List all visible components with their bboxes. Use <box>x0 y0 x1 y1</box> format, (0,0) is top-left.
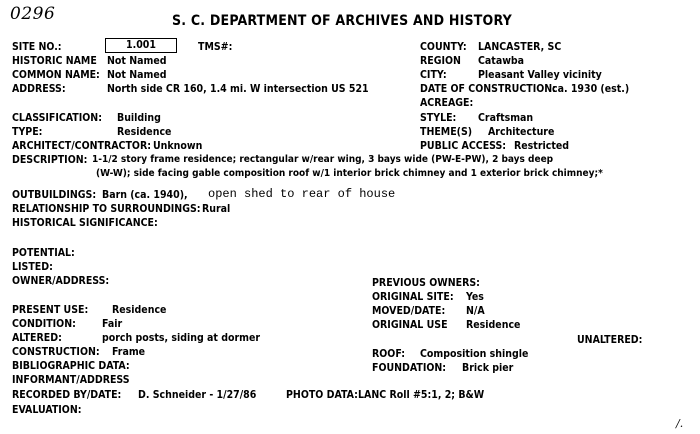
historic-name-value: Not Named <box>107 55 167 67</box>
classification-value: Building <box>117 112 161 124</box>
public-access-value: Restricted <box>514 140 570 152</box>
date-of-construction-label: DATE OF CONSTRUCTION: <box>420 83 556 95</box>
architect-value: Unknown <box>153 140 203 152</box>
tms-label: TMS#: <box>198 41 233 53</box>
condition-value: Fair <box>102 318 123 330</box>
region-value: Catawba <box>478 55 525 67</box>
common-name-label: COMMON NAME: <box>12 69 100 81</box>
type-value: Residence <box>117 126 172 138</box>
historical-significance-label: HISTORICAL SIGNIFICANCE: <box>12 217 158 229</box>
roof-value: Composition shingle <box>420 348 529 360</box>
style-label: STYLE: <box>420 112 457 124</box>
county-label: COUNTY: <box>420 41 467 53</box>
unaltered-label: UNALTERED: <box>577 334 643 346</box>
original-site-label: ORIGINAL SITE: <box>372 291 454 303</box>
photo-data-value: LANC Roll #5:1, 2; B&W <box>358 389 485 401</box>
evaluation-label: EVALUATION: <box>12 404 82 416</box>
address-value: North side CR 160, 1.4 mi. W intersection US 521 <box>107 83 369 95</box>
present-use-label: PRESENT USE: <box>12 304 89 316</box>
roof-label: ROOF: <box>372 348 405 360</box>
site-no-value: 1.001 <box>105 38 177 53</box>
present-use-value: Residence <box>112 304 167 316</box>
recorded-label: RECORDED BY/DATE: <box>12 389 122 401</box>
themes-value: Architecture <box>488 126 555 138</box>
classification-label: CLASSIFICATION: <box>12 112 102 124</box>
previous-owners-label: PREVIOUS OWNERS: <box>372 277 480 289</box>
foundation-value: Brick pier <box>462 362 514 374</box>
outbuildings-label: OUTBUILDINGS: <box>12 189 97 201</box>
relationship-label: RELATIONSHIP TO SURROUNDINGS: <box>12 203 201 215</box>
informant-label: INFORMANT/ADDRESS <box>12 374 130 386</box>
city-label: CITY: <box>420 69 447 81</box>
moved-date-value: N/A <box>466 305 485 317</box>
outbuildings-value: Barn (ca. 1940), <box>102 189 188 201</box>
outbuildings-typed: open shed to rear of house <box>208 187 396 201</box>
date-of-construction-value: ca. 1930 (est.) <box>552 83 630 95</box>
county-value: LANCASTER, SC <box>478 41 562 53</box>
altered-label: ALTERED: <box>12 332 62 344</box>
common-name-value: Not Named <box>107 69 167 81</box>
recorded-value: D. Schneider - 1/27/86 <box>138 389 257 401</box>
style-value: Craftsman <box>478 112 534 124</box>
foundation-label: FOUNDATION: <box>372 362 447 374</box>
description-label: DESCRIPTION: <box>12 154 88 166</box>
city-value: Pleasant Valley vicinity <box>478 69 602 81</box>
moved-date-label: MOVED/DATE: <box>372 305 446 317</box>
listed-label: LISTED: <box>12 261 53 273</box>
architect-label: ARCHITECT/CONTRACTOR: <box>12 140 152 152</box>
type-label: TYPE: <box>12 126 43 138</box>
original-use-label: ORIGINAL USE <box>372 319 448 331</box>
altered-value: porch posts, siding at dormer <box>102 332 261 344</box>
potential-label: POTENTIAL: <box>12 247 75 259</box>
card-number: 0296 <box>10 4 56 24</box>
description-line-1: 1-1/2 story frame residence; rectangular w/rear wing, 3 bays wide (PW-E-PW), 2 bays deep <box>92 154 554 165</box>
relationship-value: Rural <box>202 203 231 215</box>
themes-label: THEME(S) <box>420 126 473 138</box>
construction-value: Frame <box>112 346 146 358</box>
historic-name-label: HISTORIC NAME <box>12 55 97 67</box>
public-access-label: PUBLIC ACCESS: <box>420 140 507 152</box>
page-title: S. C. DEPARTMENT OF ARCHIVES AND HISTORY <box>172 13 512 29</box>
condition-label: CONDITION: <box>12 318 76 330</box>
original-use-value: Residence <box>466 319 521 331</box>
corner-mark: /. <box>676 417 684 430</box>
site-no-label: SITE NO.: <box>12 41 62 53</box>
construction-label: CONSTRUCTION: <box>12 346 100 358</box>
region-label: REGION <box>420 55 461 67</box>
address-label: ADDRESS: <box>12 83 66 95</box>
bibliographic-label: BIBLIOGRAPHIC DATA: <box>12 360 130 372</box>
owner-label: OWNER/ADDRESS: <box>12 275 110 287</box>
acreage-label: ACREAGE: <box>420 97 474 109</box>
photo-data-label: PHOTO DATA: <box>286 389 358 401</box>
description-line-2: (W-W); side facing gable composition roof w/1 interior brick chimney and 1 exterior brick chimney;* <box>96 168 603 179</box>
original-site-value: Yes <box>466 291 484 303</box>
